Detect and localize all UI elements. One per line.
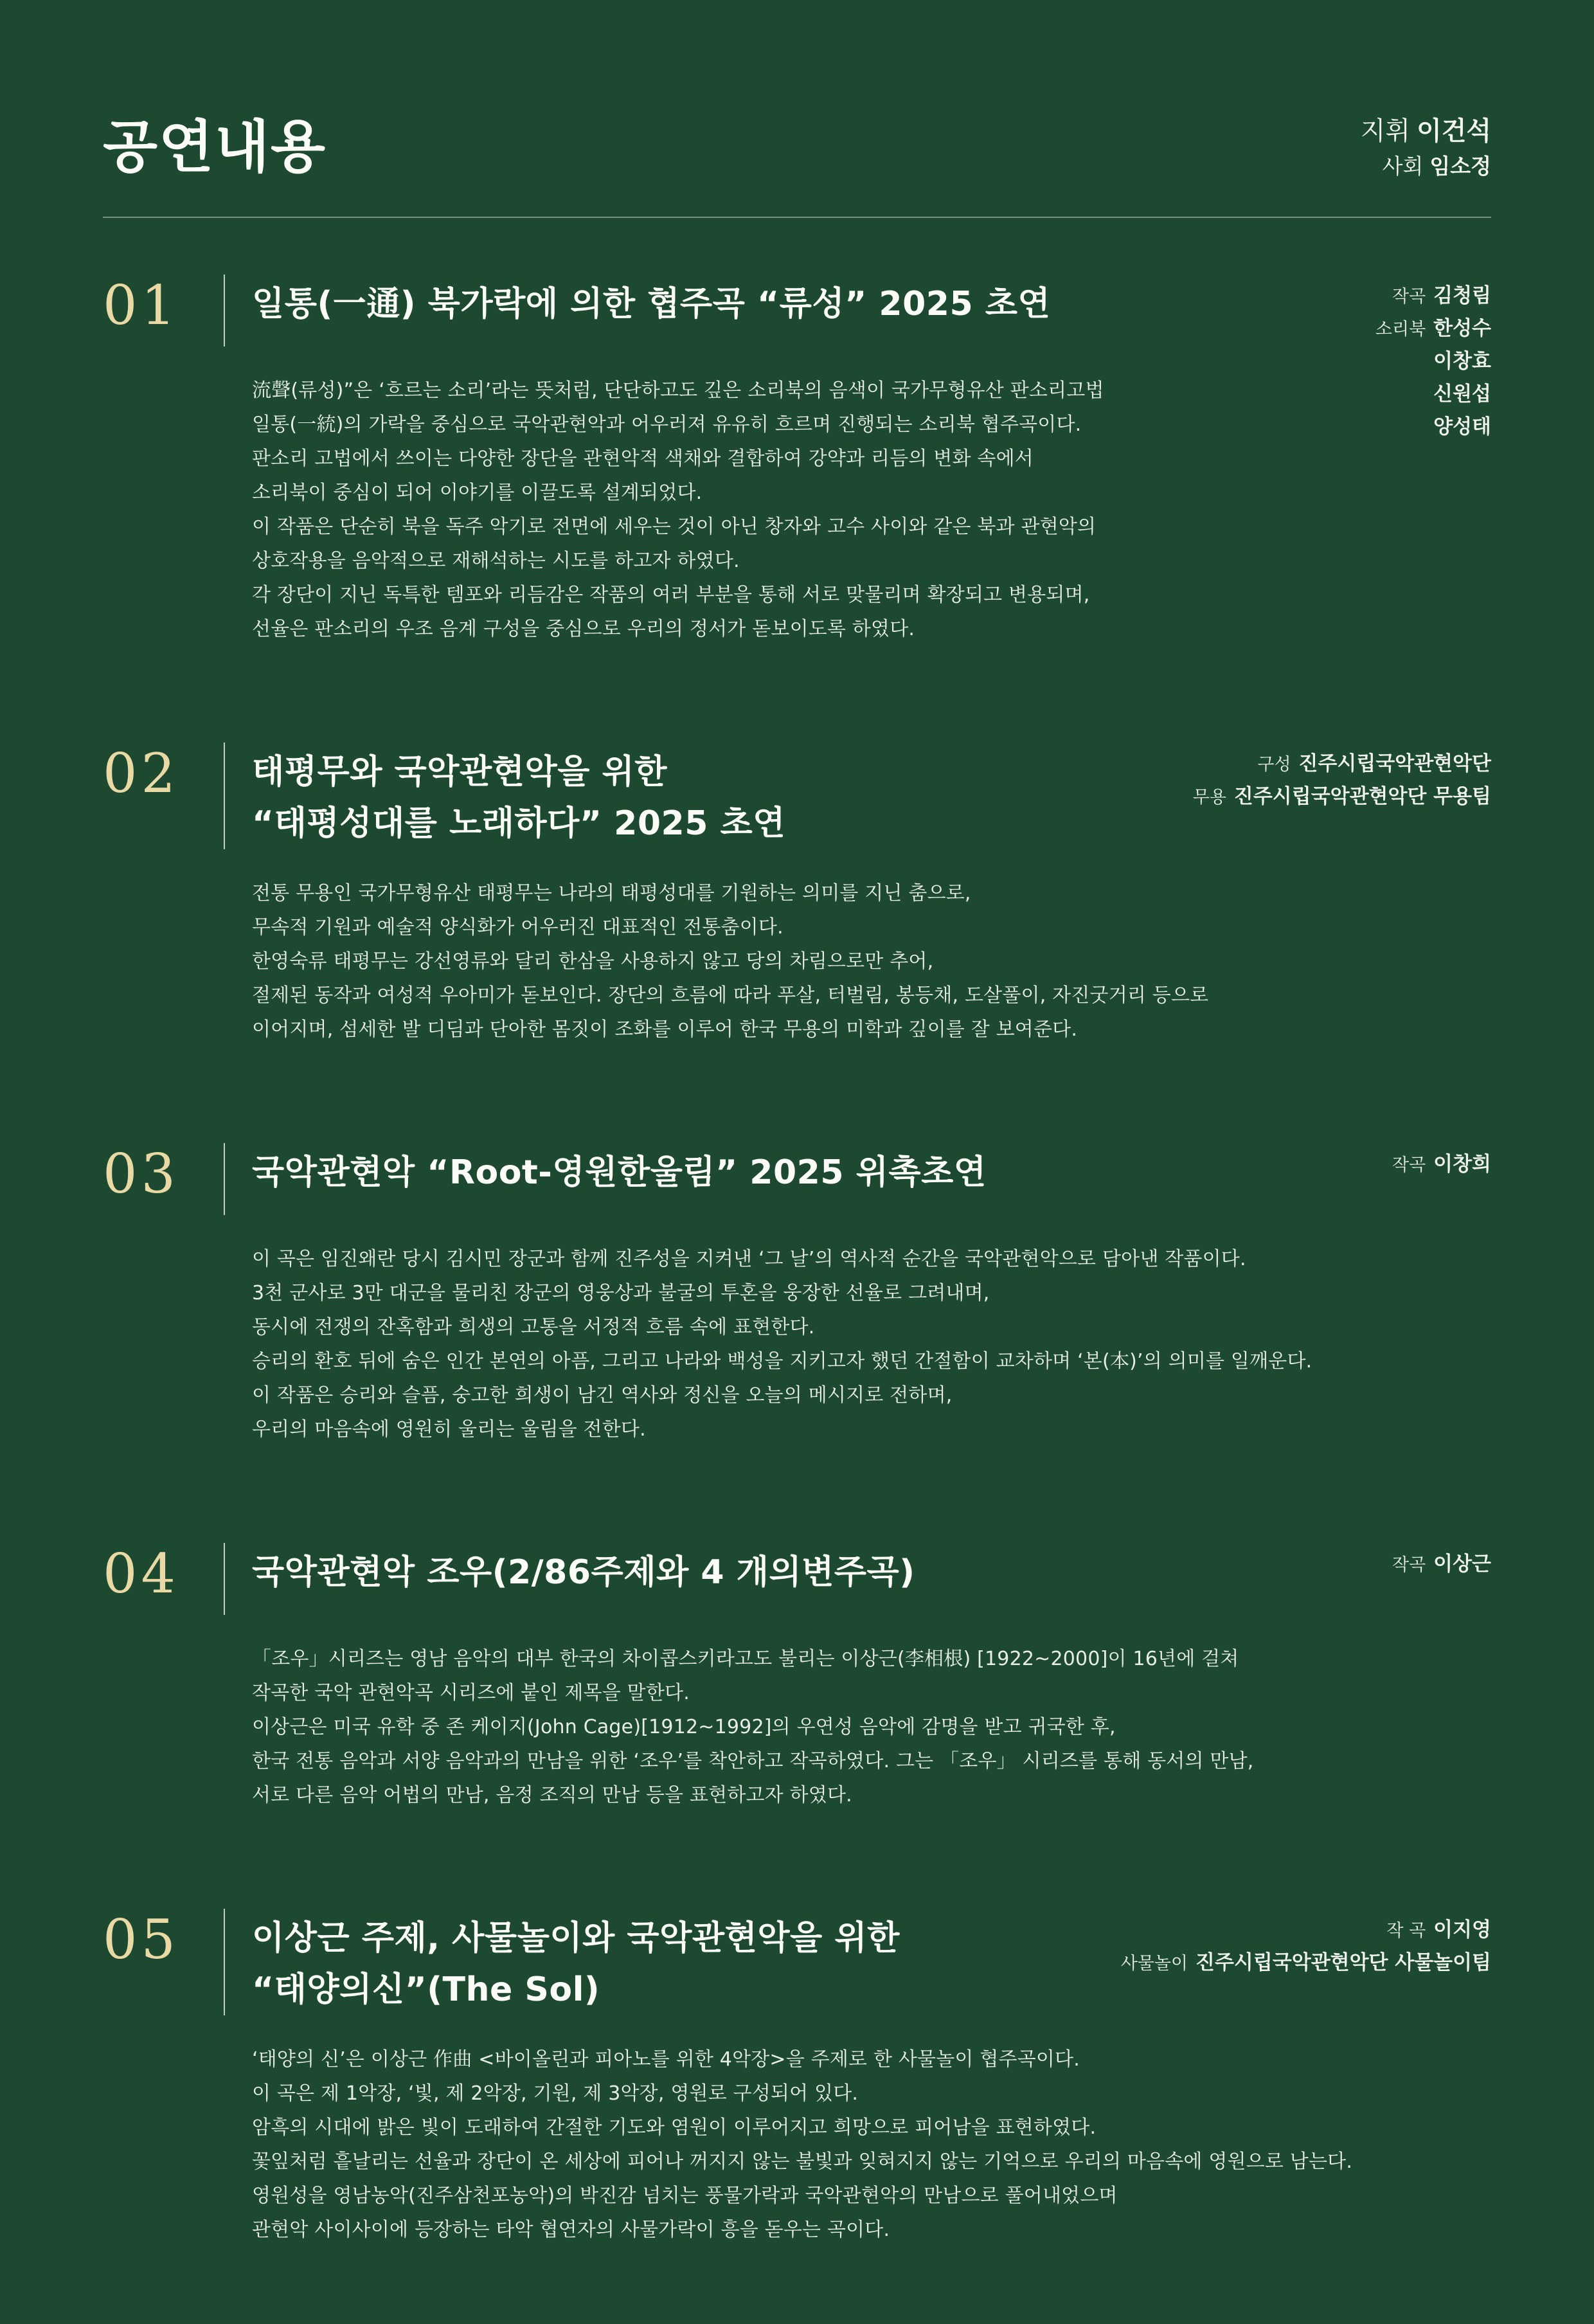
body-line: 流聲(류성)”은 ‘흐르는 소리’라는 뜻처럼, 단단하고도 깊은 소리북의 음색이 국가무형유산 판소리고법	[252, 379, 1104, 402]
section-number: 03	[103, 1142, 179, 1205]
section-title	[225, 275, 1050, 330]
section-number: 02	[103, 741, 179, 805]
credit-line	[1193, 782, 1491, 815]
body-line: 각 장단이 지닌 독특한 템포와 리듬감은 작품의 여러 부분을 통해 서로 맞물리며 확장되고 변용되며,	[252, 583, 1090, 606]
credit-line	[1375, 314, 1491, 347]
conductor-role-label: 지휘	[1360, 116, 1411, 146]
section-head	[103, 743, 1491, 849]
credit-line	[1121, 1915, 1491, 1948]
body-line: 작곡한 국악 관현악곡 시리즈에 붙인 제목을 말한다.	[252, 1681, 690, 1704]
section-number: 01	[103, 273, 179, 337]
section-title-line: 국악관현악 조우(2/86주제와 4 개의변주곡)	[252, 1553, 915, 1592]
body-line: 서로 다른 음악 어법의 만남, 음정 조직의 만남 등을 표현하고자 하였다.	[252, 1783, 852, 1806]
credit-name: 신원섭	[1433, 382, 1491, 406]
credit-line	[1392, 1149, 1491, 1182]
body-line: ‘태양의 신’은 이상근 作曲 <바이올린과 피아노를 위한 4악장>을 주제로 한 사물놀이 협주곡이다.	[252, 2048, 1080, 2071]
body-line: 이 곡은 임진왜란 당시 김시민 장군과 함께 진주성을 지켜낸 ‘그 날’의 역사적 순간을 국악관현악으로 담아낸 작품이다.	[252, 1247, 1246, 1270]
body-line: 영원성을 영남농악(진주삼천포농악)의 박진감 넘치는 풍물가락과 국악관현악의 만남으로 풀어내었으며	[252, 2184, 1118, 2207]
body-line: 한영숙류 태평무는 강선영류와 달리 한삼을 사용하지 않고 당의 차림으로만 추어,	[252, 950, 934, 973]
body-line: 일통(一統)의 가락을 중심으로 국악관현악과 어우러져 유유히 흐르며 진행되는 소리북 협주곡이다.	[252, 413, 1082, 436]
credit-name: 한성수	[1433, 316, 1491, 340]
credit-name: 양성태	[1433, 415, 1491, 438]
body-line: 이상근은 미국 유학 중 존 케이지(John Cage)[1912~1992]의 우연성 음악에 감명을 받고 귀국한 후,	[252, 1715, 1116, 1738]
credit-name: 진주시립국악관현악단 무용팀	[1233, 784, 1491, 808]
credit-role-label: 소리북	[1375, 319, 1426, 339]
conductor-credit	[1361, 114, 1491, 149]
credit-line	[1375, 281, 1491, 314]
body-line: 소리북이 중심이 되어 이야기를 이끌도록 설계되었다.	[252, 481, 703, 504]
body-line: 무속적 기원과 예술적 양식화가 어우러진 대표적인 전통춤이다.	[252, 915, 784, 939]
body-line: 관현악 사이사이에 등장하는 타악 협연자의 사물가락이 흥을 돋우는 곡이다.	[252, 2218, 890, 2241]
credit-line	[1121, 1948, 1491, 1981]
credit-name: 이상근	[1433, 1552, 1491, 1576]
body-line: 우리의 마음속에 영원히 울리는 울림을 전한다.	[252, 1418, 646, 1441]
body-line: 꽃잎처럼 흩날리는 선율과 장단이 온 세상에 피어나 꺼지지 않는 불빛과 잊혀지지 않는 기억으로 우리의 마음속에 영원으로 남는다.	[252, 2150, 1353, 2173]
header-credits	[1361, 106, 1491, 181]
host-credit	[1361, 152, 1491, 181]
credit-role-label: 작곡	[1392, 1554, 1426, 1575]
body-line: 판소리 고법에서 쓰이는 다양한 장단을 관현악적 색채와 결합하여 강약과 리듬의 변화 속에서	[252, 447, 1034, 470]
credit-role-label: 무용	[1192, 787, 1226, 807]
section-title	[225, 1543, 915, 1598]
section-body	[252, 1242, 1491, 1446]
body-line: 한국 전통 음악과 서양 음악과의 만남을 위한 ‘조우’를 착안하고 작곡하였다. 그는 「조우」 시리즈를 통해 동서의 만남,	[252, 1749, 1254, 1772]
section-title	[225, 743, 785, 849]
credit-name: 이창효	[1433, 349, 1491, 373]
program-section	[103, 743, 1491, 1047]
credit-role-label: 작곡	[1392, 286, 1426, 307]
credit-name: 진주시립국악관현악단	[1298, 752, 1491, 775]
credit-role-label: 사물놀이	[1120, 1953, 1188, 1974]
program-section	[103, 275, 1491, 646]
section-title-line: 태평무와 국악관현악을 위한	[252, 752, 667, 791]
body-line: 동시에 전쟁의 잔혹함과 희생의 고통을 서정적 흐름 속에 표현한다.	[252, 1315, 815, 1338]
credit-role-label: 구성	[1257, 754, 1291, 775]
body-line: 이 작품은 승리와 슬픔, 숭고한 희생이 남긴 역사와 정신을 오늘의 메시지로 전하며,	[252, 1383, 953, 1407]
section-body	[252, 374, 1491, 646]
section-head	[103, 1143, 1491, 1215]
page-header	[103, 106, 1491, 218]
body-line: 상호작용을 음악적으로 재해석하는 시도를 하고자 하였다.	[252, 549, 740, 572]
credit-name: 이창희	[1433, 1152, 1491, 1176]
host-name: 임소정	[1429, 154, 1491, 179]
body-line: 이 곡은 제 1악장, ‘빛, 제 2악장, 기원, 제 3악장, 영원로 구성되어 있다.	[252, 2082, 859, 2105]
body-line: 암흑의 시대에 밝은 빛이 도래하여 간절한 기도와 염원이 이루어지고 희망으로 피어남을 표현하였다.	[252, 2116, 1097, 2139]
section-title-line: 일통(一通) 북가락에 의한 협주곡 “류성” 2025 초연	[252, 284, 1051, 323]
program-section	[103, 1543, 1491, 1812]
section-number: 04	[103, 1542, 179, 1605]
credit-name: 진주시립국악관현악단 사물놀이팀	[1196, 1950, 1491, 1974]
credit-role-label: 작 곡	[1386, 1920, 1426, 1941]
section-credits	[1193, 749, 1491, 815]
body-line: 「조우」시리즈는 영남 음악의 대부 한국의 차이콥스키라고도 불리는 이상근(李相根) [1922~2000]이 16년에 걸쳐	[252, 1647, 1239, 1670]
section-title-line: 이상근 주제, 사물놀이와 국악관현악을 위한	[252, 1918, 900, 1958]
credit-line	[1375, 347, 1491, 379]
credit-line	[1392, 1549, 1491, 1582]
section-body	[252, 876, 1491, 1047]
conductor-name: 이건석	[1417, 116, 1491, 146]
section-head	[103, 1909, 1491, 2015]
credit-name: 김청림	[1433, 284, 1491, 307]
section-body	[252, 2042, 1491, 2247]
page-title: 공연내용	[103, 113, 327, 180]
section-title-line: 국악관현악 “Root-영원한울림” 2025 위촉초연	[252, 1153, 987, 1192]
body-line: 이 작품은 단순히 북을 독주 악기로 전면에 세우는 것이 아닌 창자와 고수 사이와 같은 북과 관현악의	[252, 515, 1097, 538]
section-body	[252, 1642, 1491, 1812]
section-title-line: “태양의신”(The Sol)	[252, 1970, 600, 2009]
section-title-line: “태평성대를 노래하다” 2025 초연	[252, 804, 785, 843]
section-number: 05	[103, 1907, 179, 1971]
host-role-label: 사회	[1382, 154, 1424, 179]
section-title	[225, 1909, 900, 2015]
body-line: 전통 무용인 국가무형유산 태평무는 나라의 태평성대를 기원하는 의미를 지닌 춤으로,	[252, 881, 971, 905]
credit-line	[1193, 749, 1491, 782]
section-credits	[1375, 281, 1491, 445]
body-line: 승리의 환호 뒤에 숨은 인간 본연의 아픔, 그리고 나라와 백성을 지키고자 했던 간절함이 교차하며 ‘본(本)’의 의미를 일깨운다.	[252, 1349, 1312, 1373]
section-credits	[1392, 1549, 1491, 1582]
credit-line	[1375, 412, 1491, 445]
body-line: 3천 군사로 3만 대군을 물리친 장군의 영웅상과 불굴의 투혼을 웅장한 선율로 그려내며,	[252, 1281, 990, 1304]
section-title	[225, 1143, 987, 1198]
credit-line	[1375, 379, 1491, 412]
body-line: 선율은 판소리의 우조 음계 구성을 중심으로 우리의 정서가 돋보이도록 하였다.	[252, 617, 915, 640]
body-line: 절제된 동작과 여성적 우아미가 돋보인다. 장단의 흐름에 따라 푸살, 터벌림, 봉등채, 도살풀이, 자진굿거리 등으로	[252, 984, 1209, 1007]
program-section	[103, 1143, 1491, 1446]
section-credits	[1392, 1149, 1491, 1182]
section-credits	[1121, 1915, 1491, 1981]
program-section	[103, 1909, 1491, 2247]
credit-name: 이지영	[1433, 1918, 1491, 1941]
body-line: 이어지며, 섬세한 발 디딤과 단아한 몸짓이 조화를 이루어 한국 무용의 미학과 깊이를 잘 보여준다.	[252, 1018, 1078, 1041]
credit-role-label: 작곡	[1392, 1155, 1426, 1175]
program-sections	[103, 275, 1491, 2247]
section-head	[103, 1543, 1491, 1615]
